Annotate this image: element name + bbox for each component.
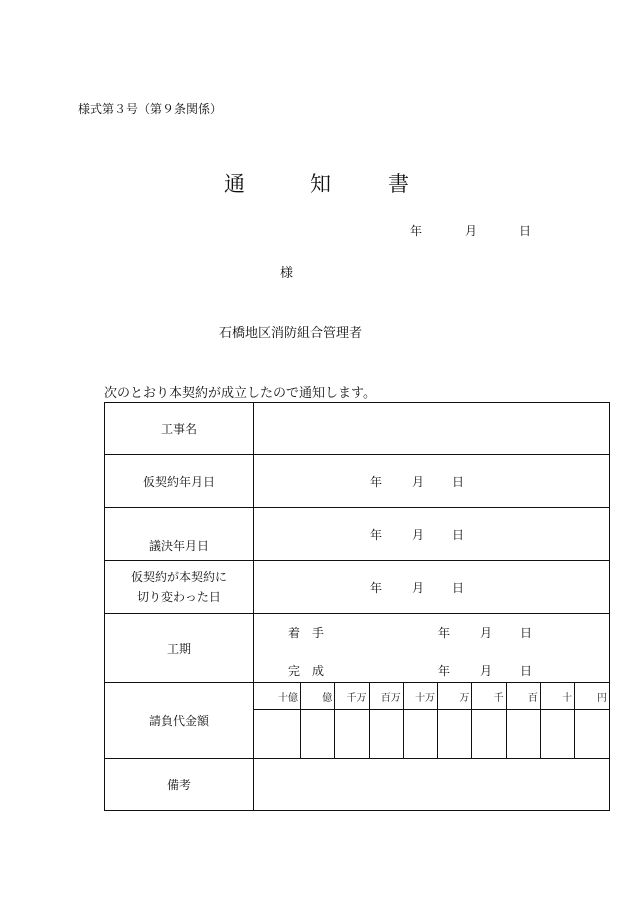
- amount-cell[interactable]: [472, 710, 506, 759]
- amount-grid: [254, 683, 609, 758]
- start-year: 年: [438, 626, 451, 640]
- label-provisional-date: 仮契約年月日: [105, 455, 254, 508]
- amount-cell[interactable]: [369, 710, 403, 759]
- issuer-name: 石橋地区消防組合管理者: [219, 326, 363, 341]
- value-amount[interactable]: [254, 683, 610, 759]
- unit-3: 千万: [335, 683, 369, 710]
- switch-month: 月: [412, 581, 425, 595]
- row-switch-date: [105, 561, 610, 614]
- row-period: [105, 614, 610, 683]
- row-amount: [105, 683, 610, 759]
- value-remarks[interactable]: [254, 759, 610, 811]
- row-work-name: [105, 403, 610, 455]
- period-completion-label: 完 成: [288, 664, 325, 678]
- label-amount: 請負代金額: [105, 683, 254, 759]
- amount-cell[interactable]: [335, 710, 369, 759]
- unit-1: 十億: [254, 683, 301, 710]
- value-provisional-date[interactable]: [254, 455, 610, 508]
- unit-5: 十万: [403, 683, 437, 710]
- row-resolution-date: [105, 508, 610, 561]
- amount-cell[interactable]: [506, 710, 540, 759]
- row-remarks: [105, 759, 610, 811]
- header-date-day: 日: [519, 224, 532, 238]
- label-switch-line2: 切り変わった日: [137, 590, 221, 604]
- resolution-day: 日: [452, 528, 465, 542]
- provisional-day: 日: [452, 475, 465, 489]
- amount-cell[interactable]: [438, 710, 472, 759]
- unit-2: 億: [301, 683, 335, 710]
- unit-7: 千: [472, 683, 506, 710]
- resolution-year: 年: [370, 528, 383, 542]
- amount-cell[interactable]: [403, 710, 437, 759]
- provisional-year: 年: [370, 475, 383, 489]
- resolution-month: 月: [412, 528, 425, 542]
- unit-4: 百万: [369, 683, 403, 710]
- amount-cell[interactable]: [301, 710, 335, 759]
- addressee-suffix: 様: [280, 266, 294, 281]
- title-char-2: 知: [310, 172, 331, 196]
- label-switch-date: [105, 561, 254, 614]
- provisional-month: 月: [412, 475, 425, 489]
- header-date-month: 月: [465, 224, 478, 238]
- switch-day: 日: [452, 581, 465, 595]
- label-period: 工期: [105, 614, 254, 683]
- label-resolution-date: 議決年月日: [105, 508, 254, 561]
- value-work-name[interactable]: [254, 403, 610, 455]
- label-remarks: 備考: [105, 759, 254, 811]
- completion-month: 月: [480, 664, 493, 678]
- notice-table: [104, 402, 610, 811]
- form-number: 様式第３号（第９条関係）: [78, 102, 223, 116]
- period-start-label: 着 手: [288, 626, 325, 640]
- start-month: 月: [480, 626, 493, 640]
- unit-8: 百: [506, 683, 540, 710]
- completion-year: 年: [438, 664, 451, 678]
- start-day: 日: [520, 626, 533, 640]
- unit-6: 万: [438, 683, 472, 710]
- completion-day: 日: [520, 664, 533, 678]
- amount-cell[interactable]: [254, 710, 301, 759]
- header-date-year: 年: [410, 224, 423, 238]
- amount-cell[interactable]: [540, 710, 574, 759]
- switch-year: 年: [370, 581, 383, 595]
- value-resolution-date[interactable]: [254, 508, 610, 561]
- label-work-name: 工事名: [105, 403, 254, 455]
- unit-10: 円: [575, 683, 609, 710]
- title-char-1: 通: [224, 172, 245, 196]
- amount-cell[interactable]: [575, 710, 609, 759]
- value-switch-date[interactable]: [254, 561, 610, 614]
- row-provisional-date: [105, 455, 610, 508]
- value-period[interactable]: [254, 614, 610, 683]
- title-char-3: 書: [388, 172, 409, 196]
- unit-9: 十: [540, 683, 574, 710]
- label-switch-line1: 仮契約が本契約に: [130, 570, 227, 584]
- intro-text: 次のとおり本契約が成立したので通知します。: [104, 386, 376, 401]
